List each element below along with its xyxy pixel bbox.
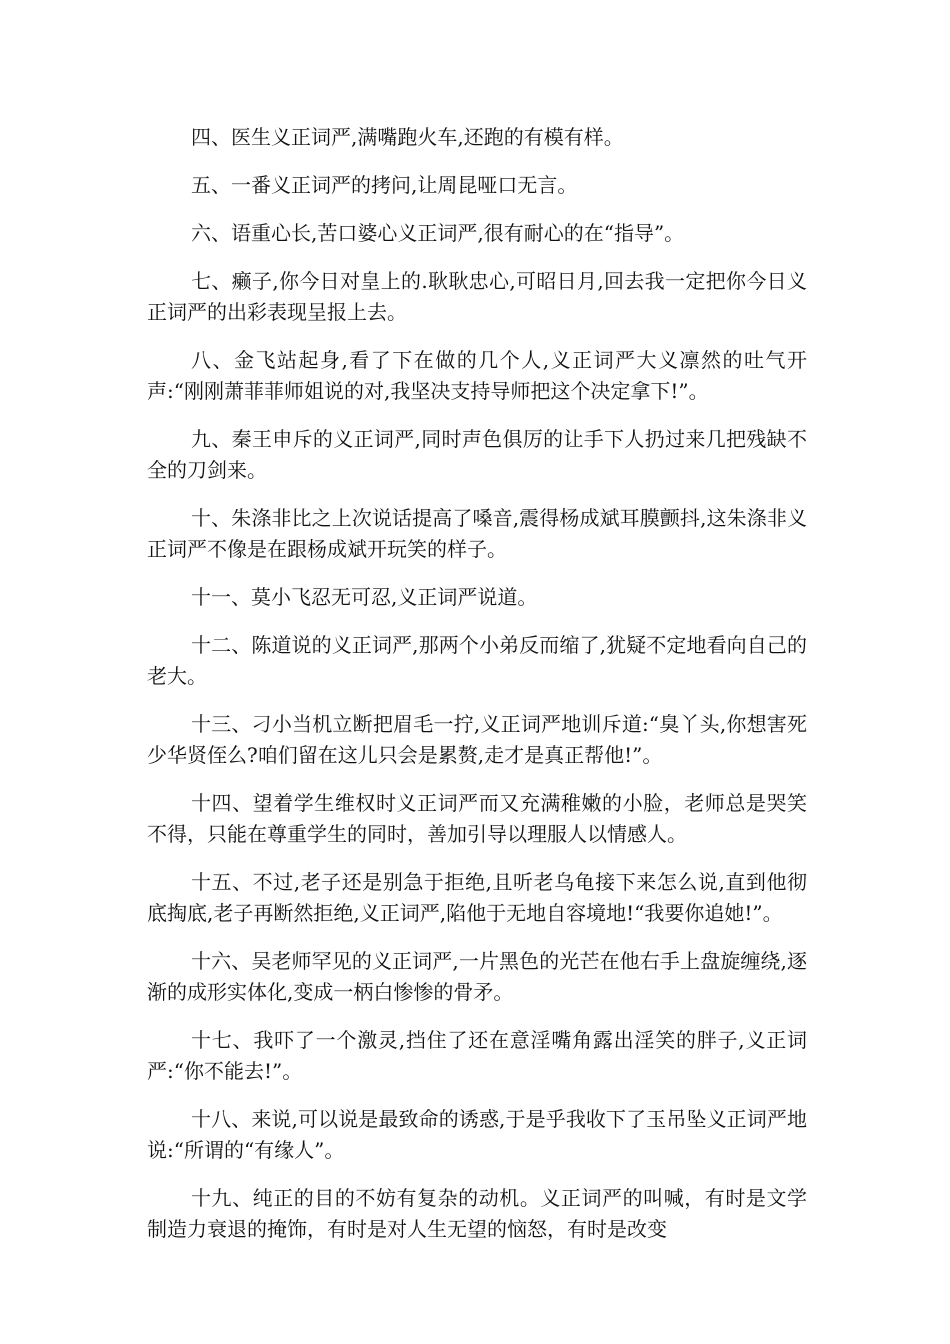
paragraph-7: 七、癞子,你今日对皇上的.耿耿忠心,可昭日月,回去我一定把你今日义正词严的出彩表现呈报上去。: [147, 269, 807, 324]
document-page: [147, 122, 807, 1262]
paragraph-9: 九、秦王申斥的义正词严,同时声色俱厉的让手下人扔过来几把残缺不全的刀剑来。: [147, 427, 807, 482]
paragraph-6: 六、语重心长,苦口婆心义正词严,很有耐心的在“指导”。: [191, 221, 685, 245]
paragraph-16: 十六、吴老师罕见的义正词严,一片黑色的光芒在他右手上盘旋缠绕,逐渐的成形实体化,变成一柄白惨惨的骨矛。: [147, 949, 807, 1004]
paragraph-15: 十五、不过,老子还是别急于拒绝,且听老乌龟接下来怎么说,直到他彻底掏底,老子再断然拒绝,义正词严,陷他于无地自容境地!“我要你追她!”。: [147, 870, 807, 925]
paragraph-17: 十七、我吓了一个激灵,挡住了还在意淫嘴角露出淫笑的胖子,义正词严:“你不能去!”。: [147, 1028, 807, 1083]
paragraph-19: 十九、纯正的目的不妨有复杂的动机。义正词严的叫喊，有时是文学制造力衰退的掩饰，有时是对人生无望的恼怒，有时是改变: [147, 1186, 807, 1241]
paragraph-8: 八、金飞站起身,看了下在做的几个人,义正词严大义凛然的吐气开声:“刚刚萧菲菲师姐说的对,我坚决支持导师把这个决定拿下!”。: [147, 348, 807, 403]
paragraph-13: 十三、刁小当机立断把眉毛一拧,义正词严地训斥道:“臭丫头,你想害死少华贤侄么?咱们留在这儿只会是累赘,走才是真正帮他!”。: [147, 712, 807, 767]
paragraph-18: 十八、来说,可以说是最致命的诱惑,于是乎我收下了玉吊坠义正词严地说:“所谓的“有缘人”。: [147, 1107, 807, 1162]
paragraph-10: 十、朱涤非比之上次说话提高了嗓音,震得杨成斌耳膜颤抖,这朱涤非义正词严不像是在跟杨成斌开玩笑的样子。: [147, 506, 807, 561]
paragraph-11: 十一、莫小飞忍无可忍,义正词严说道。: [191, 585, 538, 609]
paragraph-14: 十四、望着学生维权时义正词严而又充满稚嫩的小脸，老师总是哭笑不得，只能在尊重学生的同时，善加引导以理服人以情感人。: [147, 791, 807, 846]
paragraph-4: 四、医生义正词严,满嘴跑火车,还跑的有模有样。: [191, 125, 624, 149]
paragraph-12: 十二、陈道说的义正词严,那两个小弟反而缩了,犹疑不定地看向自己的老大。: [147, 633, 807, 688]
paragraph-5: 五、一番义正词严的拷问,让周昆哑口无言。: [191, 173, 578, 197]
